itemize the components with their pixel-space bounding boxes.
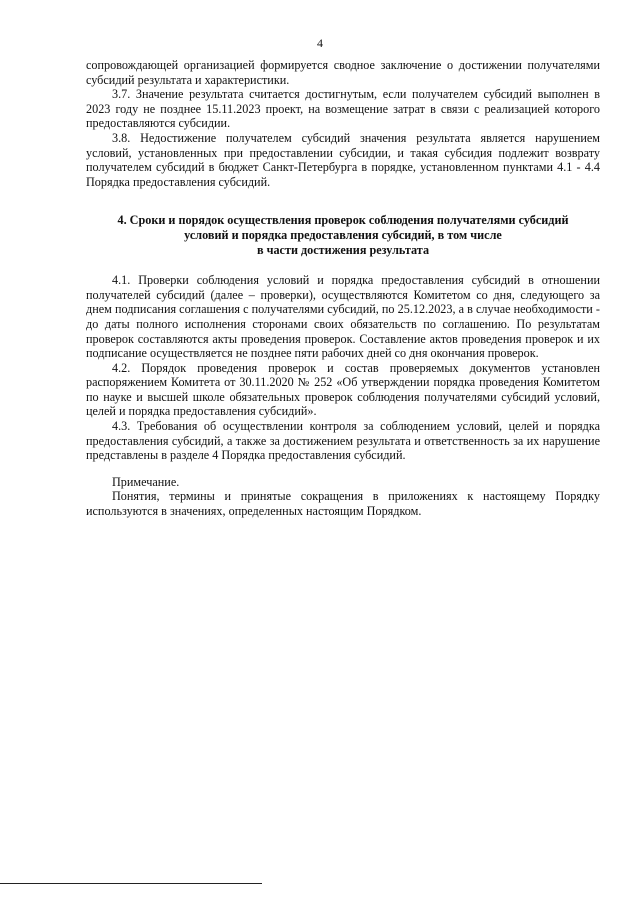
- footer-divider: [0, 883, 262, 884]
- document-body: [86, 58, 600, 519]
- section-heading-line-3: в части достижения результата: [256, 242, 430, 257]
- paragraph-4-3: 4.3. Требования об осуществлении контроля за соблюдением условий, целей и порядка предоставления субсидий, а также за достижением результата и ответственность за их нарушение представлены в разделе 4 Порядка предоставления субсидий.: [86, 419, 600, 463]
- note-title: Примечание.: [112, 474, 180, 489]
- paragraph-continuation: сопровождающей организацией формируется сводное заключение о достижении получателями субсидий результата и характеристики.: [86, 58, 600, 87]
- note-text: Понятия, термины и принятые сокращения в приложениях к настоящему Порядку используются в значениях, определенных настоящим Порядком.: [86, 489, 600, 519]
- section-heading-line-2: условий и порядка предоставления субсидий, в том числе: [184, 227, 502, 242]
- paragraph-3-8: 3.8. Недостижение получателем субсидий значения результата является нарушением условий, установленных при предоставлении субсидии, и такая субсидия подлежит возврату получателем субсидий в бюджет Санкт-Петербурга в порядке, установленном пунктами 4.1 - 4.4 Порядка предоставления субсидий.: [86, 130, 600, 189]
- page-number: 4: [317, 36, 323, 50]
- section-heading-line-1: 4. Сроки и порядок осуществления проверок соблюдения получателями субсидий: [117, 213, 569, 228]
- paragraph-4-2: 4.2. Порядок проведения проверок и состав проверяемых документов установлен распоряжением Комитета от 30.11.2020 № 252 «Об утверждении порядка проведения Комитетом по науке и высшей школе обязательных проверок соблюдения получателями субсидий условий, целей и порядка предоставления субсидий».: [86, 360, 600, 419]
- paragraph-3-7: 3.7. Значение результата считается достигнутым, если получателем субсидий выполнен в 2023 году не позднее 15.11.2023 проект, на возмещение затрат в связи с реализацией которого предоставляются субсидии.: [86, 87, 600, 131]
- paragraph-4-1: 4.1. Проверки соблюдения условий и порядка предоставления субсидий в отношении получателей субсидий (далее – проверки), осуществляются Комитетом со дня, следующего за днем подписания соглашения с получателями субсидий, по 25.12.2023, а в случае необходимости - до даты полного исполнения сторонами своих обязательств по соглашению. По результатам проверок составляются акты проведения проверок. Составление актов проведения проверок и их подписание осуществляется не позднее пяти рабочих дней со дня окончания проверок.: [86, 273, 600, 361]
- section-4-heading: [86, 213, 600, 257]
